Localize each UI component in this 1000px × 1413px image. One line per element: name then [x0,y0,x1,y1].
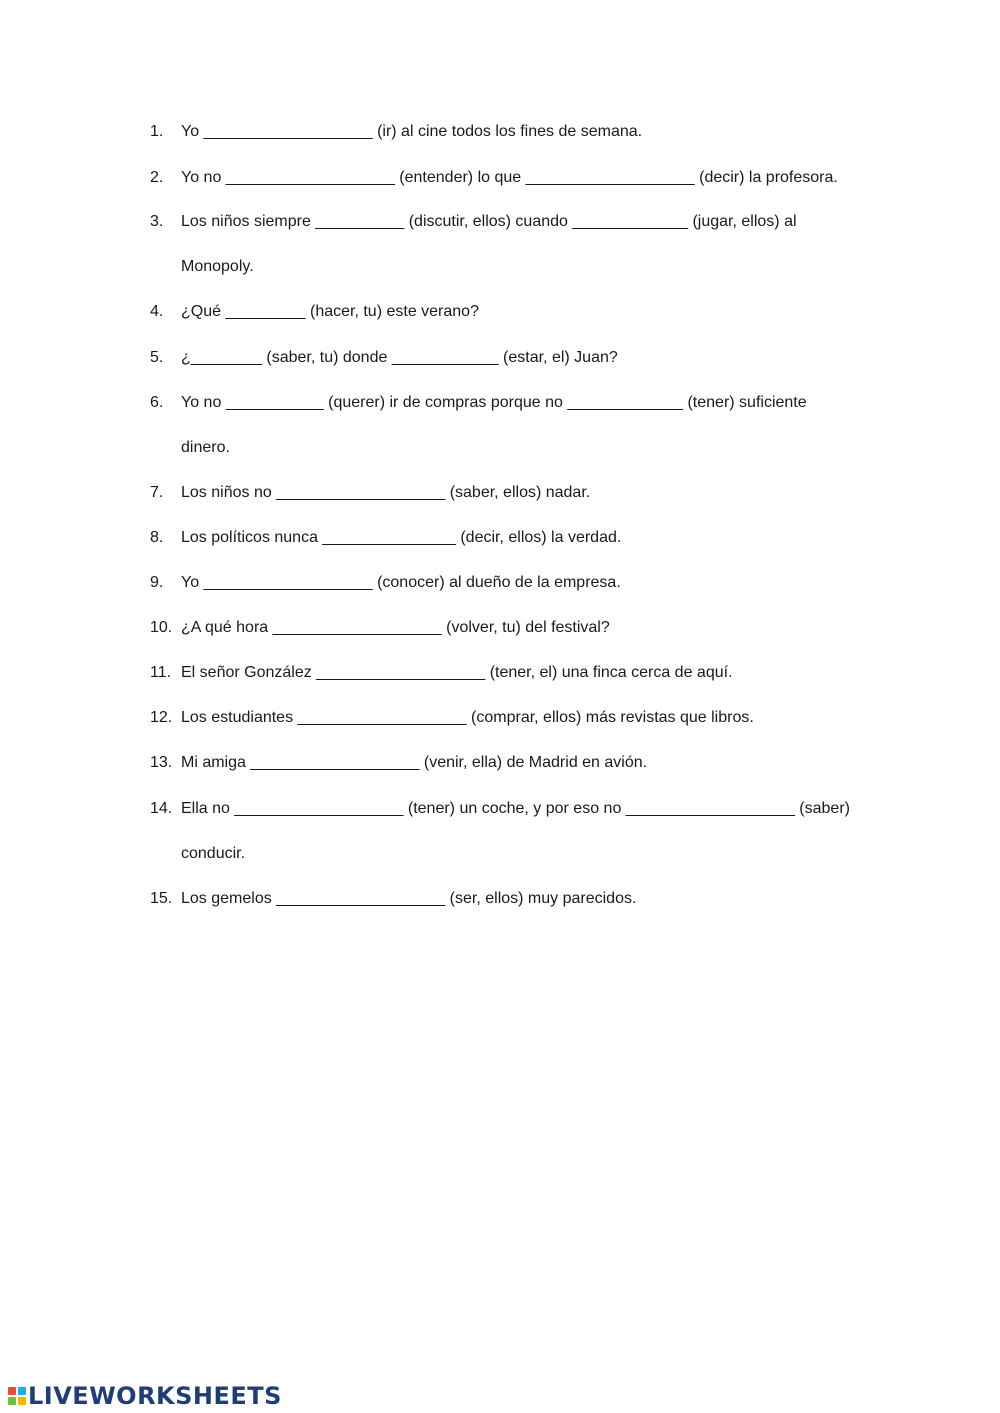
exercise-sentence: Los estudiantes ___________________ (comprar, ellos) más revistas que libros. [181,709,754,726]
logo-block [18,1387,26,1395]
logo-wordmark: LIVEWORKSHEETS [28,1382,282,1410]
exercise-sentence-continuation: conducir. [181,845,246,862]
logo-block [18,1397,26,1405]
exercise-sentence: ¿________ (saber, tu) donde ____________ (estar, el) Juan? [181,349,618,366]
logo-block [8,1387,16,1395]
liveworksheets-logo [8,1381,282,1411]
exercise-sentence: Ella no ___________________ (tener) un coche, y por eso no ___________________ (saber) [181,800,850,817]
exercise-sentence-continuation: Monopoly. [181,258,254,275]
exercise-sentence: Mi amiga ___________________ (venir, ella) de Madrid en avión. [181,754,648,771]
exercise-number: 4. [150,303,164,320]
exercise-number: 8. [150,529,164,546]
exercise-number: 9. [150,574,164,591]
exercise-number: 13. [150,754,173,771]
exercise-number: 1. [150,123,164,140]
exercise-number: 14. [150,800,173,817]
exercise-number: 10. [150,619,173,636]
exercise-number: 3. [150,213,164,230]
exercise-number: 6. [150,394,164,411]
logo-block [8,1397,16,1405]
exercise-sentence: ¿Qué _________ (hacer, tu) este verano? [181,303,479,320]
exercise-number: 12. [150,709,173,726]
exercise-sentence: Yo no ___________________ (entender) lo que ___________________ (decir) la profesora. [181,169,838,186]
exercise-number: 11. [150,664,172,681]
exercise-sentence: Los niños no ___________________ (saber, ellos) nadar. [181,484,591,501]
exercise-sentence: Yo no ___________ (querer) ir de compras porque no _____________ (tener) suficiente [181,394,807,411]
exercise-number: 7. [150,484,164,501]
exercise-sentence: El señor González ___________________ (tener, el) una finca cerca de aquí. [181,664,733,681]
exercise-number: 2. [150,169,164,186]
exercise-sentence: Yo ___________________ (ir) al cine todos los fines de semana. [181,123,643,140]
exercise-sentence: ¿A qué hora ___________________ (volver, tu) del festival? [181,619,610,636]
exercise-sentence: Los niños siempre __________ (discutir, ellos) cuando _____________ (jugar, ellos) al [181,213,797,230]
liveworksheets-blocks-icon [8,1387,26,1405]
exercise-sentence: Los políticos nunca _______________ (decir, ellos) la verdad. [181,529,622,546]
exercise-sentence-continuation: dinero. [181,439,230,456]
exercise-sentence: Yo ___________________ (conocer) al dueño de la empresa. [181,574,621,591]
exercise-number: 5. [150,349,164,366]
exercise-number: 15. [150,890,173,907]
exercise-sentence: Los gemelos ___________________ (ser, ellos) muy parecidos. [181,890,637,907]
